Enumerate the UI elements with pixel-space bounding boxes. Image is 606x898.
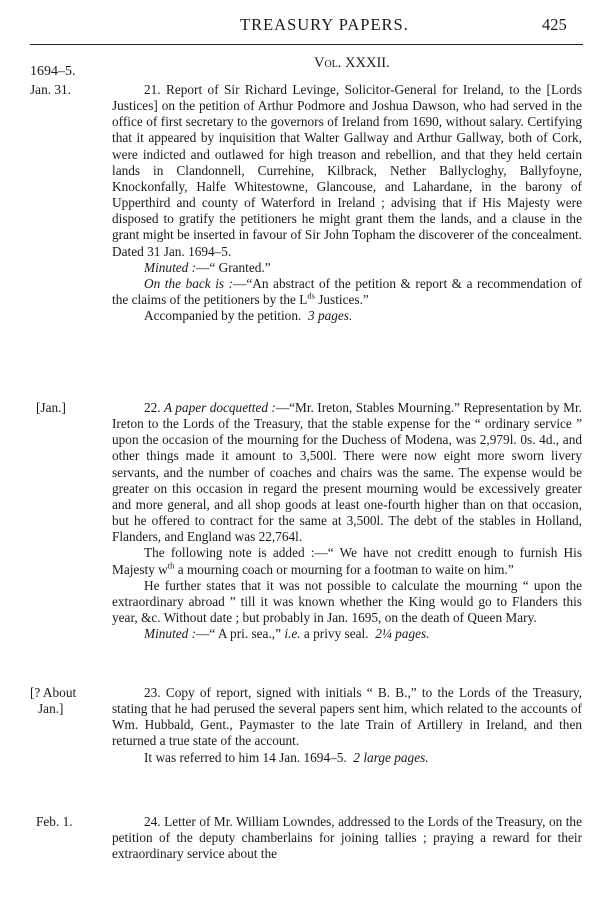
note-text: The following note is added :—“ We have not creditt enough to furnish His Majesty w bbox=[112, 545, 582, 577]
back-text-end: Justices.” bbox=[314, 292, 369, 308]
header-rule bbox=[30, 44, 583, 45]
page-count: 2 large pages. bbox=[353, 749, 429, 765]
minuted-text: —“ A pri. sea.,” bbox=[196, 626, 282, 642]
report-paragraph: 23. Copy of report, signed with initials “ B. B.,” to the Lords of the Treasury, stating that he had perused the several papers sent him, which related to the accounts of Wm. Hubbald, Gent., Paymaster to the late Train of Artillery in Ireland, and then returned a true state of the account. bbox=[112, 685, 582, 749]
volume-heading: Vol. XXXII. bbox=[314, 55, 390, 71]
entry-date: Feb. 1. bbox=[36, 814, 73, 829]
letter-paragraph: 24. Letter of Mr. William Lowndes, addressed to the Lords of the Treasury, on the petition of the deputy chamberlains for joining tallies ; praying a reward for their extraordinary service about the bbox=[112, 814, 582, 862]
entry-body bbox=[112, 685, 582, 766]
referred-text: It was referred to him 14 Jan. 1694–5. bbox=[144, 749, 347, 765]
representation-paragraph bbox=[112, 400, 582, 545]
page-count: 3 pages. bbox=[307, 308, 353, 324]
page-header bbox=[0, 0, 606, 48]
entry-body bbox=[112, 400, 582, 642]
minuted-label: Minuted : bbox=[144, 259, 197, 275]
note-text-end: a mourning coach or mourning for a footman to waite on him.” bbox=[174, 561, 514, 577]
accompanied-text: Accompanied by the petition. bbox=[144, 308, 302, 324]
entry-body bbox=[112, 82, 582, 324]
minuted-text: —“ Granted.” bbox=[196, 259, 271, 275]
accompanied-line bbox=[112, 308, 582, 324]
superscript: ds bbox=[307, 290, 315, 301]
further-paragraph: He further states that it was not possible to calculate the mourning “ upon the extraordinary abroad ” till it was known whether the King would go to Flanders this year, &c. Without date ; but probably in Jan. 1695, on the death of Queen Mary. bbox=[112, 577, 582, 626]
entry-date: Jan. 31. bbox=[30, 82, 71, 97]
back-endorsement bbox=[112, 276, 582, 308]
date-line-1: [? About bbox=[30, 685, 77, 700]
report-paragraph: 21. Report of Sir Richard Levinge, Solicitor-General for Ireland, to the [Lords Justices] on the petition of Arthur Podmore and Joshua Dawson, who had served in the office of first secretary to the governors of Ireland from 1690, without salary. Certifying that it appeared by inquisition that Walter Gallway and Arthur Gallway, both of Cork, were indicted and outlawed for high treason and rebellion, and that they held certain lands in Clandonnell, Currehine, Kilbrack, Nether Ballycloghy, Ballyfoyne, Knockonfally, Halfe Whitestowne, Glancouse, and Lahardane, in the barony of Upperthird and county of Waterford in Ireland ; advising that if His Majesty were disposed to gratify the petitioners he might grant them the lands, and a clause in the grant might be inserted in favour of Sir John Topham the discoverer of the concealment. Dated 31 Jan. 1694–5. bbox=[112, 82, 582, 259]
minuted-tail: a privy seal. bbox=[303, 626, 369, 642]
margin-year: 1694–5. bbox=[30, 64, 76, 79]
entry-number: 22. bbox=[144, 400, 161, 415]
minuted-line bbox=[112, 626, 582, 642]
docquet-text: —“Mr. Ireton, Stables Mourning.” Representation by Mr. Ireton to the Lords of the Treasury, that the stable expense for the “ ordinary service ” upon the occasion of the mourning for the Duchess of Modena, was 2,979l. 0s. 4d., and other things made it amount to 3,500l. There were now eight more sworn livery servants, and the number of coaches and chairs was the same. The expense would be greater on this occasion in regard the present mourning would be excessively greater and more general, and all shop goods at least one-fourth higher than on that occasion, but he offered to contract for the same at 3,500l. The debt of the stables in Holland, Flanders, and England was 22,764l. bbox=[112, 400, 582, 545]
page-count: 2¼ pages. bbox=[375, 626, 430, 642]
entry-body bbox=[112, 814, 582, 862]
back-text: —“An abstract of the petition & report & a recommendation of the claims of the petitioners by the L bbox=[112, 275, 582, 308]
page-number: 425 bbox=[542, 15, 567, 34]
minuted-label: Minuted : bbox=[144, 626, 197, 642]
date-line-2: Jan.] bbox=[38, 701, 64, 717]
entry-date bbox=[30, 685, 92, 717]
superscript: th bbox=[167, 560, 175, 571]
back-label: On the back is : bbox=[144, 275, 234, 291]
entry-date: [Jan.] bbox=[36, 400, 66, 415]
running-title: TREASURY PAPERS. bbox=[240, 15, 409, 34]
ie-abbrev: i.e. bbox=[284, 626, 301, 642]
referred-line bbox=[112, 750, 582, 766]
note-paragraph bbox=[112, 545, 582, 577]
minuted-line bbox=[112, 260, 582, 276]
docquet-label: A paper docquetted : bbox=[164, 400, 276, 415]
